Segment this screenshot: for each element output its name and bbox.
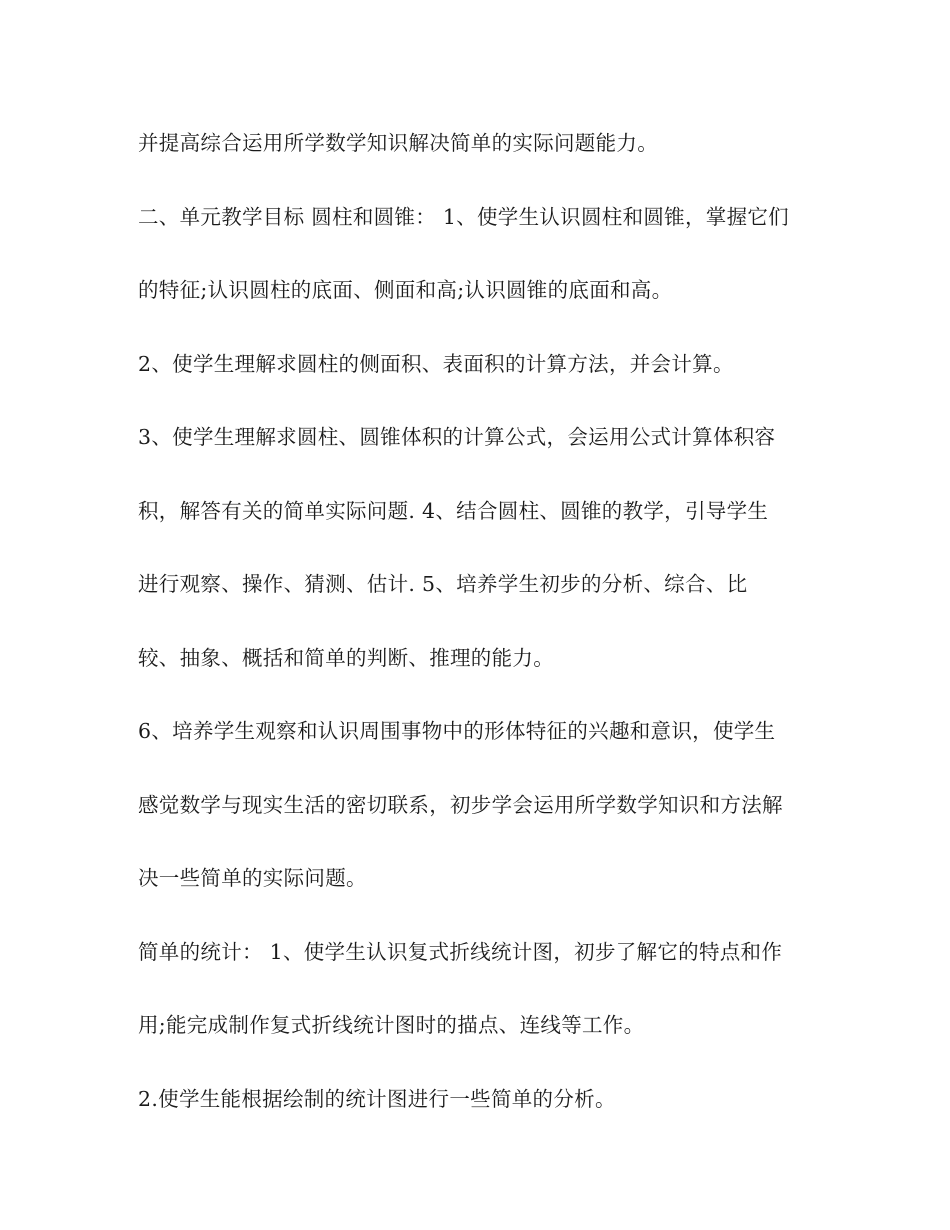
text-line: 3、使学生理解求圆柱、圆锥体积的计算公式，会运用公式计算体积容 bbox=[138, 425, 776, 449]
text-line: 积，解答有关的简单实际问题. 4、结合圆柱、圆锥的教学，引导学生 bbox=[138, 498, 769, 523]
text-line: 2.使学生能根据绘制的统计图进行一些简单的分析。 bbox=[138, 1086, 616, 1111]
text-line: 较、抽象、概括和简单的判断、推理的能力。 bbox=[138, 645, 554, 670]
document-body bbox=[138, 118, 828, 1147]
text-line: 2、使学生理解求圆柱的侧面积、表面积的计算方法，并会计算。 bbox=[138, 351, 734, 376]
text-line: 6、培养学生观察和认识周围事物中的形体特征的兴趣和意识，使学生 bbox=[138, 719, 776, 743]
text-line: 进行观察、操作、猜测、估计. 5、培养学生初步的分析、综合、比 bbox=[138, 572, 748, 596]
text-line: 用;能完成制作复式折线统计图时的描点、连线等工作。 bbox=[138, 1013, 645, 1037]
text-line: 简单的统计： 1、使学生认识复式折线统计图，初步了解它的特点和作 bbox=[138, 939, 783, 964]
text-line: 感觉数学与现实生活的密切联系，初步学会运用所学数学知识和方法解 bbox=[138, 792, 783, 817]
text-line: 的特征;认识圆柱的底面、侧面和高;认识圆锥的底面和高。 bbox=[138, 278, 673, 302]
text-line: 并提高综合运用所学数学知识解决简单的实际问题能力。 bbox=[138, 131, 658, 155]
text-line: 二、单元教学目标 圆柱和圆锥： 1、使学生认识圆柱和圆锥，掌握它们 bbox=[138, 204, 789, 229]
text-line: 决一些简单的实际问题。 bbox=[138, 866, 367, 890]
